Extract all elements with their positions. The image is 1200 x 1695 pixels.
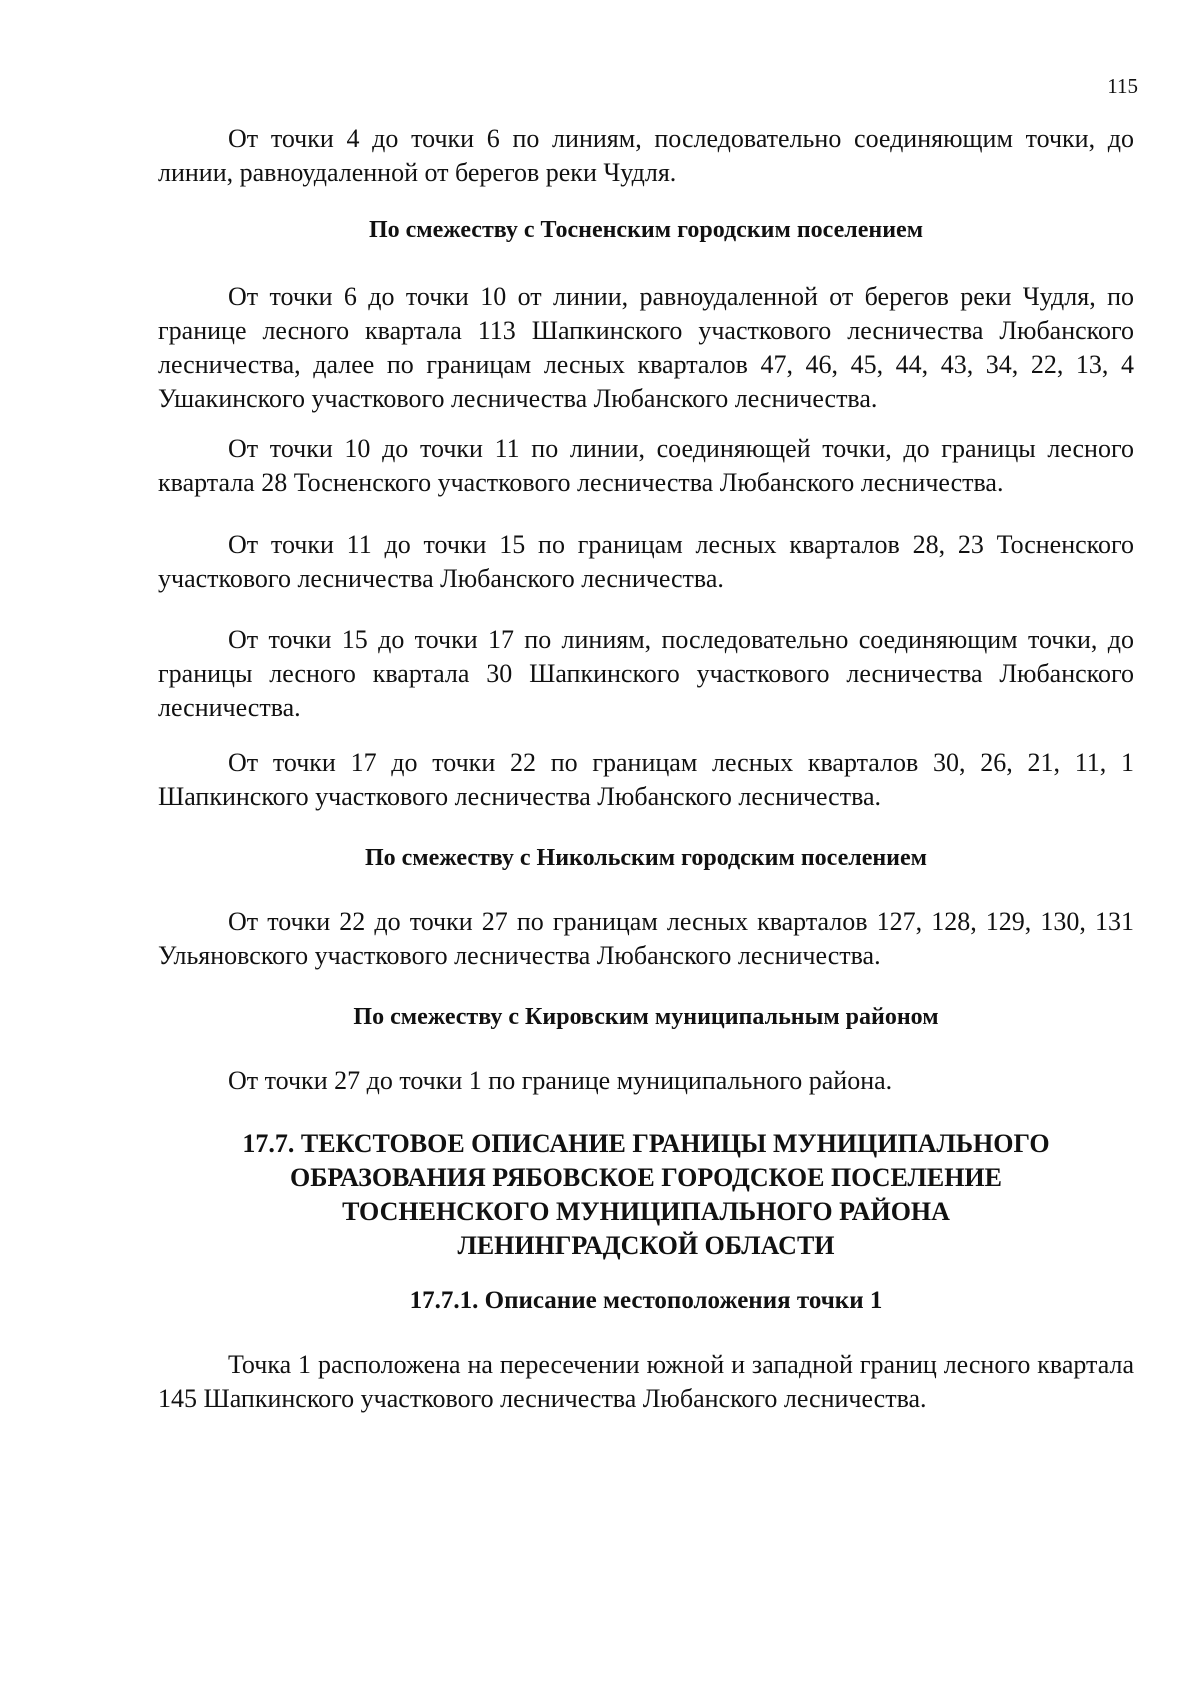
heading-nikolskoe-settlement: По смежеству с Никольским городским поселением [364,845,928,871]
section-title-line-2: ОБРАЗОВАНИЯ РЯБОВСКОЕ ГОРОДСКОЕ ПОСЕЛЕНИЕ [290,1163,1002,1192]
page-number: 115 [1107,74,1138,98]
paragraph-point-27-1: От точки 27 до точки 1 по границе муниципального района. [228,1066,893,1095]
paragraph-point-15-17: От точки 15 до точки 17 по линиям, последовательно соединяющим точки, до границы лесного квартала 30 Шапкинского участкового лесничества Любанского лесничества. [158,625,1134,722]
section-title-17-7 [158,1127,1134,1263]
section-title-line-3: ТОСНЕНСКОГО МУНИЦИПАЛЬНОГО РАЙОНА [342,1197,950,1226]
paragraph-point-1-location: Точка 1 расположена на пересечении южной и западной границ лесного квартала 145 Шапкинского участкового лесничества Любанского лесничества. [158,1350,1134,1413]
heading-tosno-settlement: По смежеству с Тосненским городским поселением [368,217,924,243]
paragraph-point-17-22: От точки 17 до точки 22 по границам лесных кварталов 30, 26, 21, 11, 1 Шапкинского участкового лесничества Любанского лесничества. [158,748,1134,811]
paragraph-point-22-27: От точки 22 до точки 27 по границам лесных кварталов 127, 128, 129, 130, 131 Ульяновского участкового лесничества Любанского лесничества. [158,907,1134,970]
section-title-line-1: 17.7. ТЕКСТОВОЕ ОПИСАНИЕ ГРАНИЦЫ МУНИЦИПАЛЬНОГО [242,1129,1050,1158]
section-title-line-4: ЛЕНИНГРАДСКОЙ ОБЛАСТИ [457,1231,835,1260]
paragraph-point-10-11: От точки 10 до точки 11 по линии, соединяющей точки, до границы лесного квартала 28 Тосненского участкового лесничества Любанского лесничества. [158,434,1134,497]
paragraph-point-11-15: От точки 11 до точки 15 по границам лесных кварталов 28, 23 Тосненского участкового лесничества Любанского лесничества. [158,530,1134,593]
paragraph-point-4-6: От точки 4 до точки 6 по линиям, последовательно соединяющим точки, до линии, равноудаленной от берегов реки Чудля. [158,124,1134,187]
paragraph-point-6-10: От точки 6 до точки 10 от линии, равноудаленной от берегов реки Чудля, по границе лесного квартала 113 Шапкинского участкового лесничества Любанского лесничества, далее по границам лесных кварталов 47, 46, 45, 44, 43, 34, 22, 13, 4 Ушакинского участкового лесничества Любанского лесничества. [158,282,1134,413]
heading-kirovsky-district: По смежеству с Кировским муниципальным районом [353,1004,939,1030]
subsection-title-17-7-1: 17.7.1. Описание местоположения точки 1 [409,1287,883,1314]
